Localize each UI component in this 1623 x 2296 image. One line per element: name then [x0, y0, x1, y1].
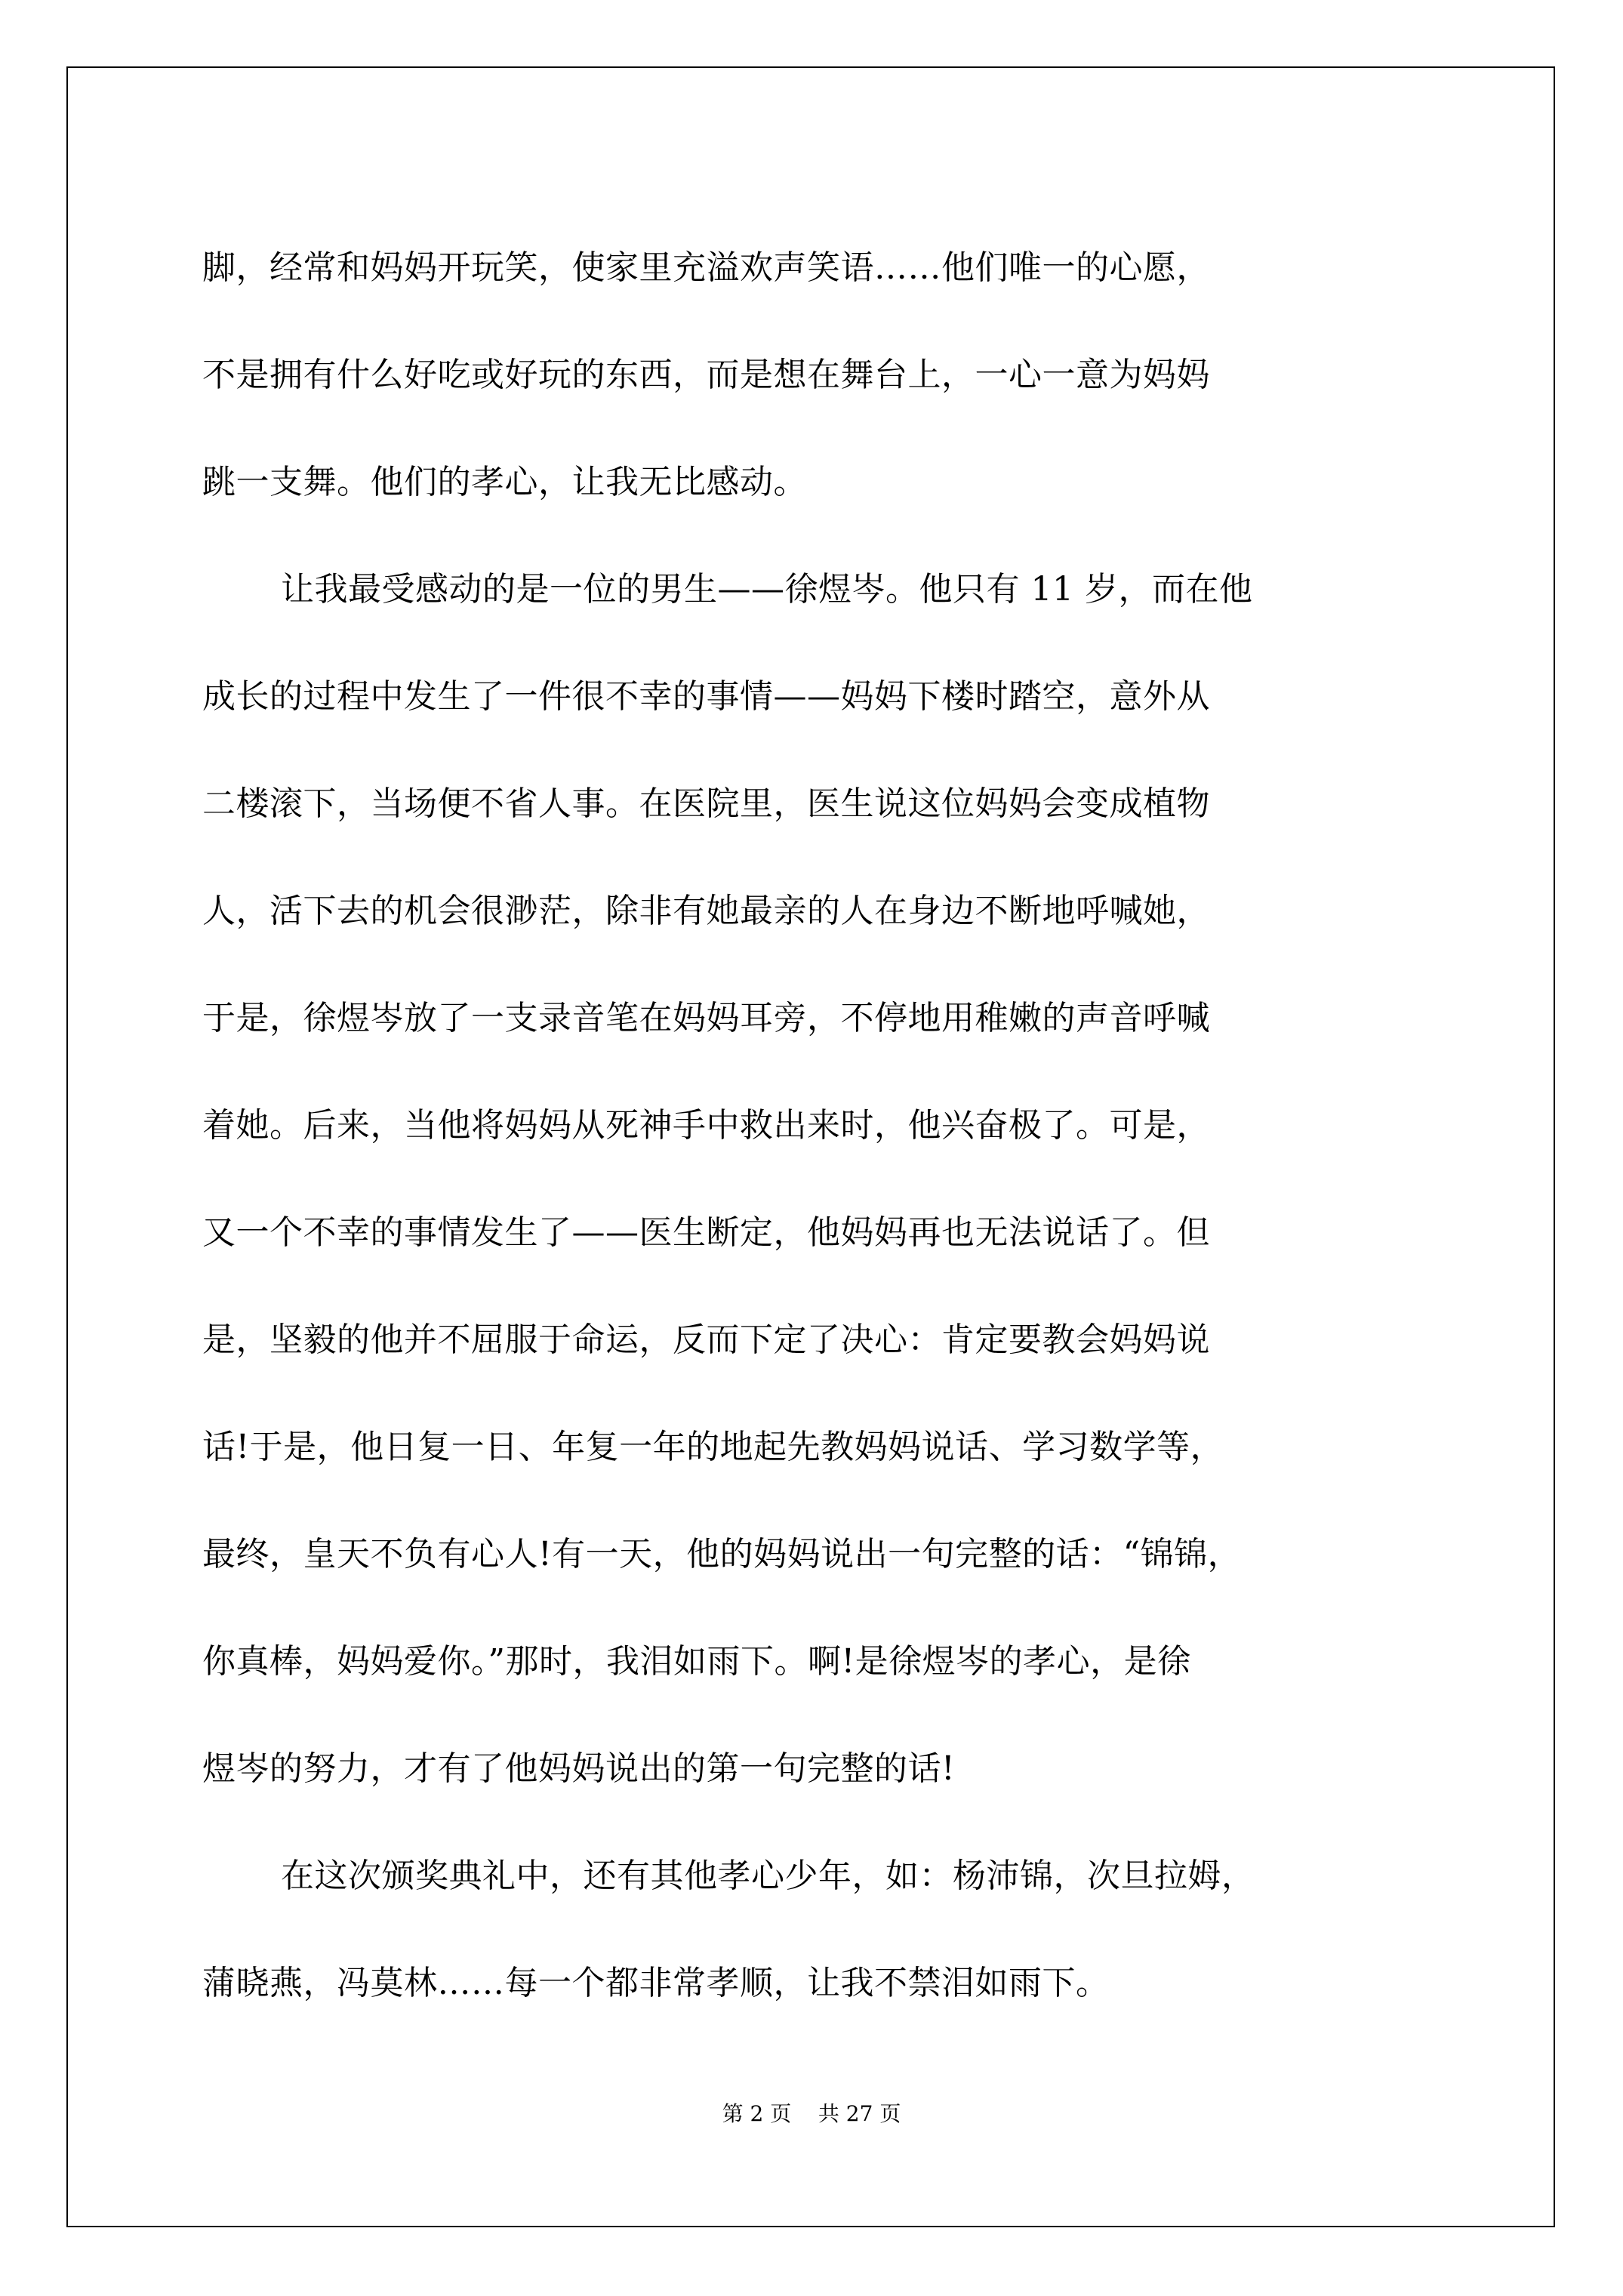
- document-body: [202, 214, 1440, 2037]
- page-footer: [0, 2099, 1623, 2129]
- text-line: 在这次颁奖典礼中，还有其他孝心少年，如：杨沛锦，次旦拉姆，: [281, 1857, 1255, 1895]
- text-line: 成长的过程中发生了一件很不幸的事情——妈妈下楼时踏空，意外从: [202, 677, 1210, 716]
- text-line: 人，活下去的机会很渺茫，除非有她最亲的人在身边不断地呼喊她，: [202, 892, 1210, 930]
- text-line: 你真棒，妈妈爱你。”那时，我泪如雨下。啊!是徐煜岑的孝心，是徐: [202, 1642, 1191, 1681]
- text-line: 让我最受感动的是一位的男生——徐煜岑。他只有 11 岁，而在他: [281, 570, 1253, 609]
- text-line: 煜岑的努力，才有了他妈妈说出的第一句完整的话!: [202, 1749, 956, 1788]
- text-line: 话!于是，他日复一日、年复一年的地起先教妈妈说话、学习数学等，: [202, 1428, 1224, 1466]
- text-line: 是，坚毅的他并不屈服于命运，反而下定了决心：肯定要教会妈妈说: [202, 1321, 1210, 1359]
- page-number: 第 2 页: [722, 2101, 792, 2126]
- text-line: 最终，皇天不负有心人!有一天，他的妈妈说出一句完整的话：“锦锦，: [202, 1535, 1242, 1573]
- page-total: 共 27 页: [818, 2101, 901, 2126]
- text-line: 不是拥有什么好吃或好玩的东西，而是想在舞台上，一心一意为妈妈: [202, 356, 1210, 394]
- text-line: 二楼滚下，当场便不省人事。在医院里，医生说这位妈妈会变成植物: [202, 784, 1210, 823]
- text-line: 于是，徐煜岑放了一支录音笔在妈妈耳旁，不停地用稚嫩的声音呼喊: [202, 999, 1210, 1037]
- text-line: 脚，经常和妈妈开玩笑，使家里充溢欢声笑语……他们唯一的心愿，: [202, 248, 1210, 287]
- text-line: 蒲晓燕，冯莫林……每一个都非常孝顺，让我不禁泪如雨下。: [202, 1964, 1110, 2002]
- text-line: 跳一支舞。他们的孝心，让我无比感动。: [202, 463, 807, 501]
- text-line: 又一个不幸的事情发生了——医生断定，他妈妈再也无法说话了。但: [202, 1213, 1210, 1252]
- text-line: 着她。后来，当他将妈妈从死神手中救出来时，他兴奋极了。可是，: [202, 1106, 1210, 1145]
